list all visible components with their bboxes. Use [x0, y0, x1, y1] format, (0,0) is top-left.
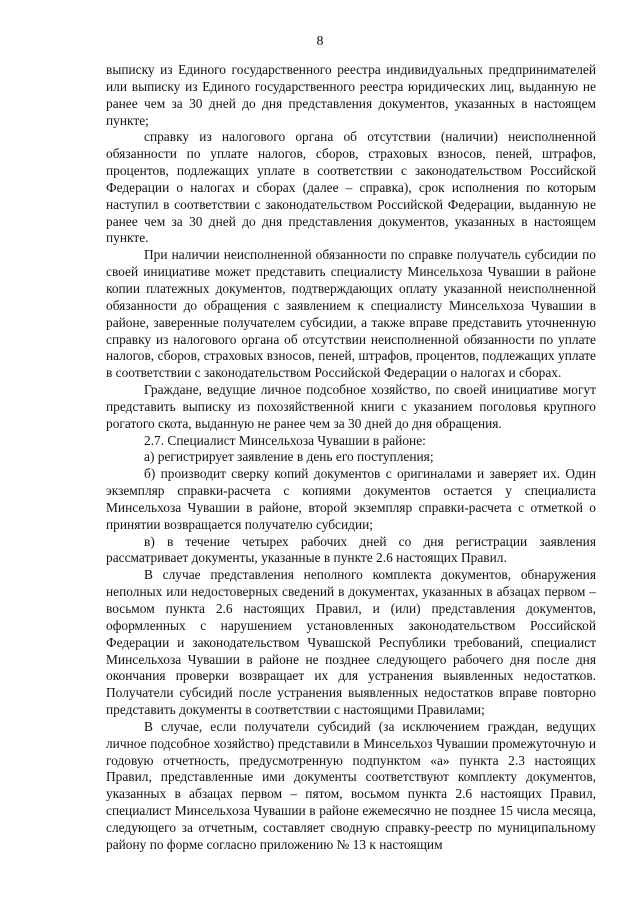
paragraph: В случае представления неполного комплекта документов, обнаружения неполных или недостоверных сведений в документах, указанных в абзацах первом – восьмом пункта 2.6 настоящих Правил, и (или) представления документов, оформленных с нарушением установленных законодательством Российской Федерации и законодательством Чувашской Республики требований, специалист Минсельхоза Чувашии в районе не позднее следующего рабочего дня после дня окончания проверки возвращает их для устранения выявленных недостатков. Получатели субсидий после устранения выявленных недостатков вправе повторно представить документы в соответствии с настоящими Правилами;: [106, 567, 596, 718]
paragraph: в) в течение четырех рабочих дней со дня регистрации заявления рассматривает документы, указанные в пункте 2.6 настоящих Правил.: [106, 533, 596, 566]
paragraph: справку из налогового органа об отсутствии (наличии) неисполненной обязанности по уплате налогов, сборов, страховых взносов, пеней, штрафов, процентов, подлежащих уплате в соответствии с законодательством Российской Федерации о налогах и сборах (далее – справка), срок исполнения по которым наступил в соответствии с законодательством Российской Федерации, выданную не ранее чем за 30 дней до дня представления документов, указанных в настоящем пункте.: [106, 129, 596, 246]
paragraph: В случае, если получатели субсидий (за исключением граждан, ведущих личное подсобное хозяйство) представили в Минсельхоз Чувашии промежуточную и годовую отчетность, предусмотренную подпунктом «а» пункта 2.3 настоящих Правил, представленные ими документы соответствуют комплекту документов, указанных в абзацах первом – пятом, восьмом пункта 2.6 настоящих Правил, специалист Минсельхоза Чувашии в районе ежемесячно не позднее 15 числа месяца, следующего за отчетным, составляет сводную справку-реестр по муниципальному району по форме согласно приложению № 13 к настоящим: [106, 718, 596, 852]
paragraph: б) производит сверку копий документов с оригиналами и заверяет их. Один экземпляр справки-расчета с копиями документов остается у специалиста Минсельхоза Чувашии в районе, второй экземпляр справки-расчета с отметкой о принятии возвращается получателю субсидии;: [106, 466, 596, 532]
body-text: [106, 62, 596, 854]
page-number: 8: [316, 34, 324, 49]
paragraph: При наличии неисполненной обязанности по справке получатель субсидии по своей инициативе может представить специалисту Минсельхоза Чувашии в районе копии платежных документов, подтверждающих оплату указанной неисполненной обязанности до обращения с заявлением к специалисту Минсельхоза Чувашии в районе, заверенные получателем субсидии, а также вправе представить уточненную справку из налогового органа об отсутствии неисполненной обязанности по уплате налогов, сборов, страховых взносов, пеней, штрафов, процентов, подлежащих уплате в соответствии с законодательством Российской Федерации о налогах и сборах.: [106, 247, 596, 381]
paragraph: 2.7. Специалист Минсельхоза Чувашии в районе:: [144, 432, 426, 448]
paragraph: выписку из Единого государственного реестра индивидуальных предпринимателей или выписку из Единого государственного реестра юридических лиц, выданную не ранее чем за 30 дней до дня представления документов, указанных в настоящем пункте;: [106, 62, 596, 128]
paragraph: а) регистрирует заявление в день его поступления;: [144, 449, 434, 465]
paragraph: Граждане, ведущие личное подсобное хозяйство, по своей инициативе могут представить выписку из похозяйственной книги с указанием поголовья крупного рогатого скота, выданную не ранее чем за 30 дней до дня обращения.: [106, 382, 596, 431]
